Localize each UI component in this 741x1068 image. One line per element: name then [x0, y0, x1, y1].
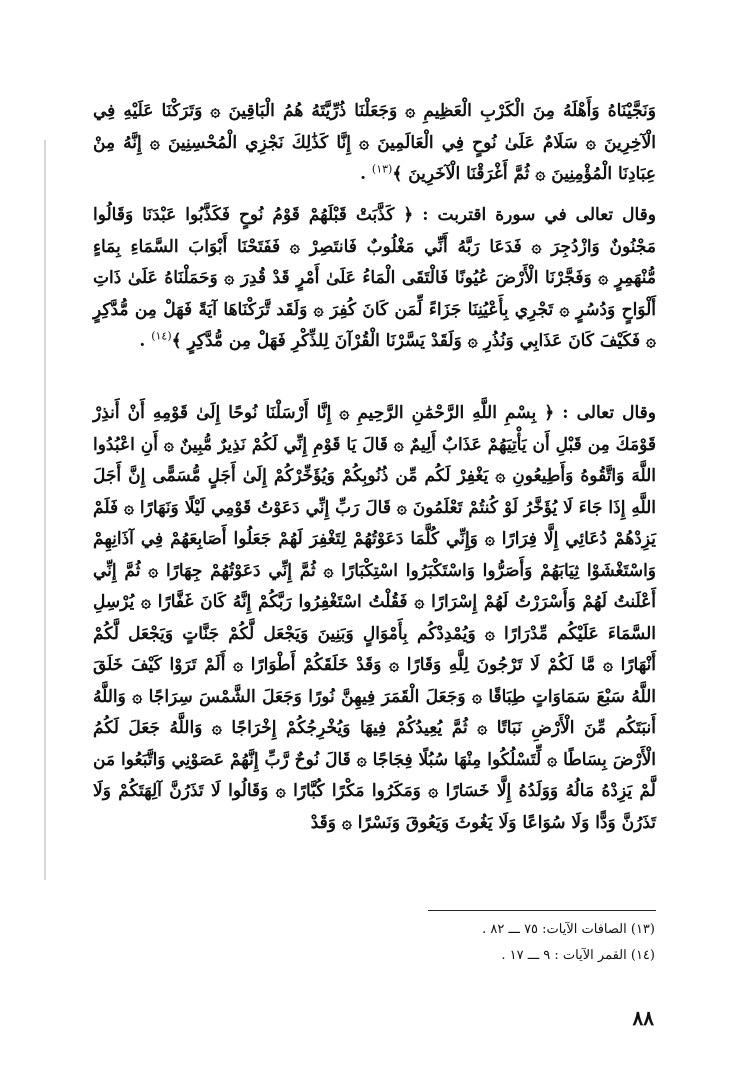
footnote-ref-14: (١٤) [151, 329, 172, 343]
footnote-14: (١٤) القمر الآيات : ٩ ـــ ١٧ . [501, 948, 655, 963]
scan-margin-mark [44, 140, 46, 880]
paragraph-1-text: وَنَجَّيْنَاهُ وَأَهْلَهُ مِنَ الْكَرْبِ الْعَظِيمِ ۞ وَجَعَلْنَا ذُرِّيَّتَهُ هُمُ الْبَاقِينَ ۞ وَتَرَكْنَا عَلَيْهِ فِي الْآخِرِينَ ۞ سَلَامٌ عَلَىٰ نُوحٍ فِي الْعَالَمِينَ ۞ إِنَّا كَذَٰلِكَ نَجْزِي الْمُحْسِنِينَ ۞ إِنَّهُ مِنْ عِبَادِنَا الْمُؤْمِنِينَ ۞ ثُمَّ أَغْرَقْنَا الْآخَرِينَ ﴾ [93, 101, 656, 184]
paragraph-3 [93, 398, 656, 839]
page-number: ٨٨ [632, 1006, 654, 1030]
footnote-divider [428, 910, 656, 911]
footnote-ref-13: (١٣) [371, 162, 393, 176]
paragraph-1: وَنَجَّيْنَاهُ وَأَهْلَهُ مِنَ الْكَرْبِ الْعَظِيمِ ۞ وَجَعَلْنَا ذُرِّيَّتَهُ هُمُ الْبَاقِينَ ۞ وَتَرَكْنَا عَلَيْهِ فِي الْآخِرِينَ ۞ سَلَامٌ عَلَىٰ نُوحٍ فِي الْعَالَمِينَ ۞ إِنَّا كَذَٰلِكَ نَجْزِي الْمُحْسِنِينَ ۞ إِنَّهُ مِنْ عِبَادِنَا الْمُؤْمِنِينَ ۞ ثُمَّ أَغْرَقْنَا الْآخَرِينَ ﴾$^{(١٣)}$ . [93, 101, 656, 184]
footnote-13: (١٣) الصافات الآيات: ٧٥ ـــ ٨٢ . [482, 922, 655, 937]
paragraph-2-text: وقال تعالى في سورة اقتربت : ﴿ كَذَّبَتْ قَبْلَهُمْ قَوْمُ نُوحٍ فَكَذَّبُوا عَبْدَنَا وَقَالُوا مَجْنُونٌ وَازْدُجِرَ ۞ فَدَعَا رَبَّهُ أَنِّي مَغْلُوبٌ فَانتَصِرْ ۞ فَفَتَحْنَا أَبْوَابَ السَّمَاءِ بِمَاءٍ مُّنْهَمِرٍ ۞ وَفَجَّرْنَا الْأَرْضَ عُيُونًا فَالْتَقَى الْمَاءُ عَلَىٰ أَمْرٍ قَدْ قُدِرَ ۞ وَحَمَلْنَاهُ عَلَىٰ ذَاتِ أَلْوَاحٍ وَدُسُرٍ ۞ تَجْرِي بِأَعْيُنِنَا جَزَاءً لِّمَن كَانَ كُفِرَ ۞ وَلَقَد تَّرَكْنَاهَا آيَةً فَهَلْ مِن مُّدَّكِرٍ ۞ فَكَيْفَ كَانَ عَذَابِي وَنُذُرِ ۞ وَلَقَدْ يَسَّرْنَا الْقُرْآنَ لِلذِّكْرِ فَهَلْ مِن مُّدَّكِرٍ ﴾ [93, 205, 656, 351]
paragraph-3-text: وقال تعالى : ﴿ بِسْمِ اللَّهِ الرَّحْمَٰنِ الرَّحِيمِ ۞ إِنَّا أَرْسَلْنَا نُوحًا إِلَىٰ قَوْمِهِ أَنْ أَنذِرْ قَوْمَكَ مِن قَبْلِ أَن يَأْتِيَهُمْ عَذَابٌ أَلِيمٌ ۞ قَالَ يَا قَوْمِ إِنِّي لَكُمْ نَذِيرٌ مُّبِينٌ ۞ أَنِ اعْبُدُوا اللَّهَ وَاتَّقُوهُ وَأَطِيعُونِ ۞ يَغْفِرْ لَكُم مِّن ذُنُوبِكُمْ وَيُؤَخِّرْكُمْ إِلَىٰ أَجَلٍ مُّسَمًّى إِنَّ أَجَلَ اللَّهِ إِذَا جَاءَ لَا يُؤَخَّرُ لَوْ كُنتُمْ تَعْلَمُونَ ۞ قَالَ رَبِّ إِنِّي دَعَوْتُ قَوْمِي لَيْلًا وَنَهَارًا ۞ فَلَمْ يَزِدْهُمْ دُعَائِي إِلَّا فِرَارًا ۞ وَإِنِّي كُلَّمَا دَعَوْتُهُمْ لِتَغْفِرَ لَهُمْ جَعَلُوا أَصَابِعَهُمْ فِي آذَانِهِمْ وَاسْتَغْشَوْا ثِيَابَهُمْ وَأَصَرُّوا وَاسْتَكْبَرُوا اسْتِكْبَارًا ۞ ثُمَّ إِنِّي دَعَوْتُهُمْ جِهَارًا ۞ ثُمَّ إِنِّي أَعْلَنتُ لَهُمْ وَأَسْرَرْتُ لَهُمْ إِسْرَارًا ۞ فَقُلْتُ اسْتَغْفِرُوا رَبَّكُمْ إِنَّهُ كَانَ غَفَّارًا ۞ يُرْسِلِ السَّمَاءَ عَلَيْكُم مِّدْرَارًا ۞ وَيُمْدِدْكُم بِأَمْوَالٍ وَبَنِينَ وَيَجْعَل لَّكُمْ جَنَّاتٍ وَيَجْعَل لَّكُمْ أَنْهَارًا ۞ مَّا لَكُمْ لَا تَرْجُونَ لِلَّهِ وَقَارًا ۞ وَقَدْ خَلَقَكُمْ أَطْوَارًا ۞ أَلَمْ تَرَوْا كَيْفَ خَلَقَ اللَّهُ سَبْعَ سَمَاوَاتٍ طِبَاقًا ۞ وَجَعَلَ الْقَمَرَ فِيهِنَّ نُورًا وَجَعَلَ الشَّمْسَ سِرَاجًا ۞ وَاللَّهُ أَنبَتَكُم مِّنَ الْأَرْضِ نَبَاتًا ۞ ثُمَّ يُعِيدُكُمْ فِيهَا وَيُخْرِجُكُمْ إِخْرَاجًا ۞ وَاللَّهُ جَعَلَ لَكُمُ الْأَرْضَ بِسَاطًا ۞ لِّتَسْلُكُوا مِنْهَا سُبُلًا فِجَاجًا ۞ قَالَ نُوحٌ رَّبِّ إِنَّهُمْ عَصَوْنِي وَاتَّبَعُوا مَن لَّمْ يَزِدْهُ مَالُهُ وَوَلَدُهُ إِلَّا خَسَارًا ۞ وَمَكَرُوا مَكْرًا كُبَّارًا ۞ وَقَالُوا لَا تَذَرُنَّ آلِهَتَكُمْ وَلَا تَذَرُنَّ وَدًّا وَلَا سُوَاعًا وَلَا يَغُوثَ وَيَعُوقَ وَنَسْرًا ۞ وَقَدْ [93, 403, 656, 833]
paragraph-2: وقال تعالى في سورة اقتربت : ﴿ كَذَّبَتْ قَبْلَهُمْ قَوْمُ نُوحٍ فَكَذَّبُوا عَبْدَنَا وَقَالُوا مَجْنُونٌ وَازْدُجِرَ ۞ فَدَعَا رَبَّهُ أَنِّي مَغْلُوبٌ فَانتَصِرْ ۞ فَفَتَحْنَا أَبْوَابَ السَّمَاءِ بِمَاءٍ مُّنْهَمِرٍ ۞ وَفَجَّرْنَا الْأَرْضَ عُيُونًا فَالْتَقَى الْمَاءُ عَلَىٰ أَمْرٍ قَدْ قُدِرَ ۞ وَحَمَلْنَاهُ عَلَىٰ ذَاتِ أَلْوَاحٍ وَدُسُرٍ ۞ تَجْرِي بِأَعْيُنِنَا جَزَاءً لِّمَن كَانَ كُفِرَ ۞ وَلَقَد تَّرَكْنَاهَا آيَةً فَهَلْ مِن مُّدَّكِرٍ ۞ فَكَيْفَ كَانَ عَذَابِي وَنُذُرِ ۞ وَلَقَدْ يَسَّرْنَا الْقُرْآنَ لِلذِّكْرِ فَهَلْ مِن مُّدَّكِرٍ ﴾$^{(١٤)}$ . [93, 205, 656, 351]
